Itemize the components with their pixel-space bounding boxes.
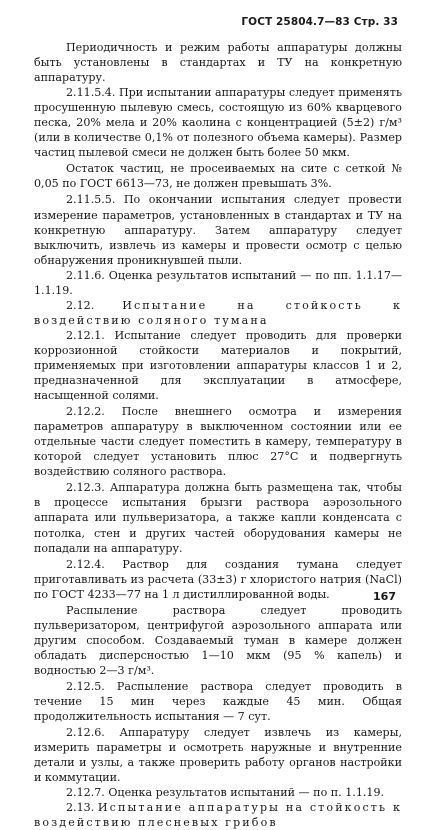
paragraph-2-11-6: 2.11.6. Оценка результатов испытаний — по пп. 1.1.17—1.1.19.	[34, 268, 402, 297]
section-number: 2.12.	[66, 298, 95, 312]
paragraph-sieve-residue: Остаток частиц, не просеиваемых на сите с сеткой № 0,05 по ГОСТ 6613—73, не должен превышать 3%.	[34, 162, 402, 191]
body-text	[34, 40, 402, 830]
paragraph-2-12-6: 2.12.6. Аппаратуру следует извлечь из камеры, измерить параметры и осмотреть наружные и внутренние детали и узлы, а также проверить работу органов настройки и коммутации.	[34, 726, 402, 785]
paragraph-2-11-5-4: 2.11.5.4. При испытании аппаратуры следует применять просушенную пылевую смесь, состоящую из 60% кварцевого песка, 20% мела и 20% каолина с концентрацией (5±2) г/м³ (или в количестве 0,1% от полезного объема камеры). Размер частиц пылевой смеси не должен быть более 50 мкм.	[34, 86, 402, 160]
paragraph-2-12-3: 2.12.3. Аппаратура должна быть размещена так, чтобы в процессе испытания брызги раствора аэрозольного аппарата или пульверизатора, а также капли конденсата с потолка, стен и других частей оборудования камеры не попадали на аппаратуру.	[34, 481, 402, 555]
paragraph-2-12-4: 2.12.4. Раствор для создания тумана следует приготавливать из расчета (33±3) г хлористого натрия (NaCl) по ГОСТ 4233—77 на 1 л дистиллированной воды.	[34, 557, 402, 601]
paragraph-2-12-1: 2.12.1. Испытание следует проводить для проверки коррозионной стойкости материалов и покрытий, применяемых при изготовлении аппаратуры классов 1 и 2, предназначенной для эксплуатации в атмосфере, насыщенной солями.	[34, 328, 402, 403]
paragraph-2-12-2: 2.12.2. После внешнего осмотра и измерения параметров аппаратуру в выключенном состоянии или ее отдельные части следует поместить в камеру, температуру в которой следует установить плюс 27°С и подвергнуть воздействию соляного раствора.	[34, 405, 402, 479]
running-head: ГОСТ 25804.7—83 Стр. 33	[241, 16, 398, 28]
paragraph-periodicity: Периодичность и режим работы аппаратуры должны быть установлены в стандартах и ТУ на конкретную аппаратуру.	[34, 41, 402, 85]
paragraph-2-12-5: 2.12.5. Распыление раствора следует проводить в течение 15 мин через каждые 45 мин. Общая продолжительность испытания — 7 сут.	[34, 679, 402, 724]
paragraph-2-12-7: 2.12.7. Оценка результатов испытаний — по п. 1.1.19.	[66, 786, 385, 800]
paragraph-spraying: Распыление раствора следует проводить пульверизатором, центрифугой аэрозольного аппарата или другим способом. Создаваемый туман в камере должен обладать дисперсностью 1—10 мкм (95 % капель) и водностью 2—3 г/м³.	[34, 603, 402, 677]
section-heading-2-13	[34, 800, 402, 830]
section-number: 2.13.	[66, 801, 95, 815]
section-title: Испытание на стойкость к воздействию соляного тумана	[34, 298, 402, 327]
page-number: 167	[373, 590, 396, 603]
section-heading-2-12	[34, 298, 402, 328]
section-title: Испытание аппаратуры на стойкость к воздействию плесневых грибов	[34, 801, 402, 830]
paragraph-2-11-5-5: 2.11.5.5. По окончании испытания следует провести измерение параметров, установленных в стандартах и ТУ на конкретную аппаратуру. Затем аппаратуру следует выключить, извлечь из камеры и провести осмотр с целью обнаружения проникнувшей пыли.	[34, 193, 402, 267]
